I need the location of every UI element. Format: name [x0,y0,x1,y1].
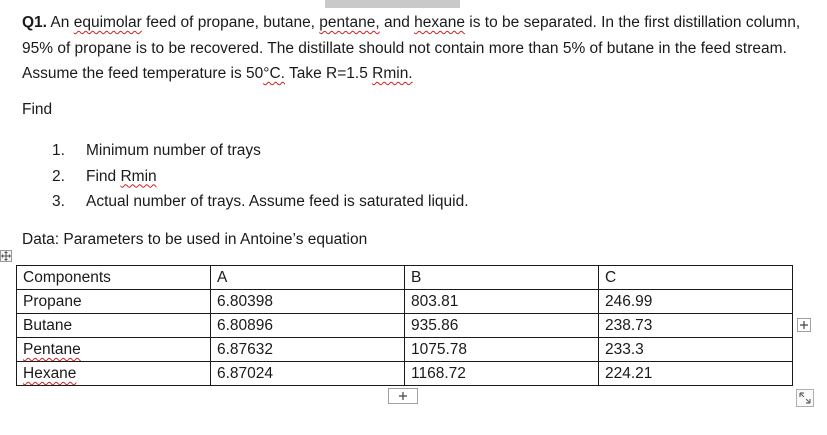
add-row-button[interactable] [388,388,418,404]
table-resize-handle[interactable] [796,389,814,407]
table-cell[interactable]: 6.80896 [211,314,405,338]
list-item: 2. Find Rmin [52,164,469,190]
table-header-cell[interactable]: B [405,266,599,290]
find-heading: Find [22,101,53,118]
table-cell[interactable] [17,338,211,362]
resize-icon [797,390,813,406]
table-cell[interactable]: 1168.72 [405,362,599,386]
table-cell[interactable]: 935.86 [405,314,599,338]
list-item: 3. Actual number of trays. Assume feed is saturated liquid. [52,193,469,210]
question-number: Q1. [22,14,47,31]
table-cell[interactable]: Propane [17,290,211,314]
table-move-handle[interactable] [0,250,12,262]
plus-icon [799,320,809,330]
table-cell[interactable]: 803.81 [405,290,599,314]
table-cell[interactable]: 246.99 [599,290,793,314]
table-cell[interactable]: 224.21 [599,362,793,386]
spellcheck-word: equimolar [73,14,142,31]
move-icon [1,251,11,261]
table-cell[interactable]: 6.87632 [211,338,405,362]
table-header-cell[interactable]: A [211,266,405,290]
spellcheck-word: Rmin [120,167,157,185]
table-row [17,362,793,386]
table-header-cell[interactable]: C [599,266,793,290]
table-row [17,290,793,314]
table-cell[interactable]: 233.3 [599,338,793,362]
list-item: 1. Minimum number of trays [52,142,261,159]
table-header-cell[interactable]: Components [17,266,211,290]
spellcheck-word: Hexane [23,365,77,382]
table-row [17,314,793,338]
spellcheck-word: Rmin. [372,65,413,82]
table-row [17,338,793,362]
task-list [52,138,469,215]
table-cell[interactable]: Butane [17,314,211,338]
question-paragraph: Q1. An equimolar feed of propane, butane, pentane, and hexane is to be separated. In the first distillation column, 95% of propane is to be recovered. The distillate should not contain more than 5% of butane in the feed stream. Assume the feed temperature is 50°C. Take R=1.5 Rmin. [22,14,801,82]
antoine-parameters-table[interactable] [16,265,793,386]
table-cell[interactable]: 238.73 [599,314,793,338]
scroll-indicator-bar [325,0,460,8]
plus-icon [398,391,408,401]
data-heading: Data: Parameters to be used in Antoine’s equation [22,231,368,248]
table-cell[interactable] [17,362,211,386]
spellcheck-word: °C. [263,65,285,82]
add-column-button[interactable] [797,318,811,332]
table-cell[interactable]: 6.87024 [211,362,405,386]
spellcheck-word: hexane [414,14,465,31]
table-cell[interactable]: 6.80398 [211,290,405,314]
table-cell[interactable]: 1075.78 [405,338,599,362]
spellcheck-word: pentane, [319,14,380,31]
spellcheck-word: Pentane [23,341,81,358]
table-header-row [17,266,793,290]
